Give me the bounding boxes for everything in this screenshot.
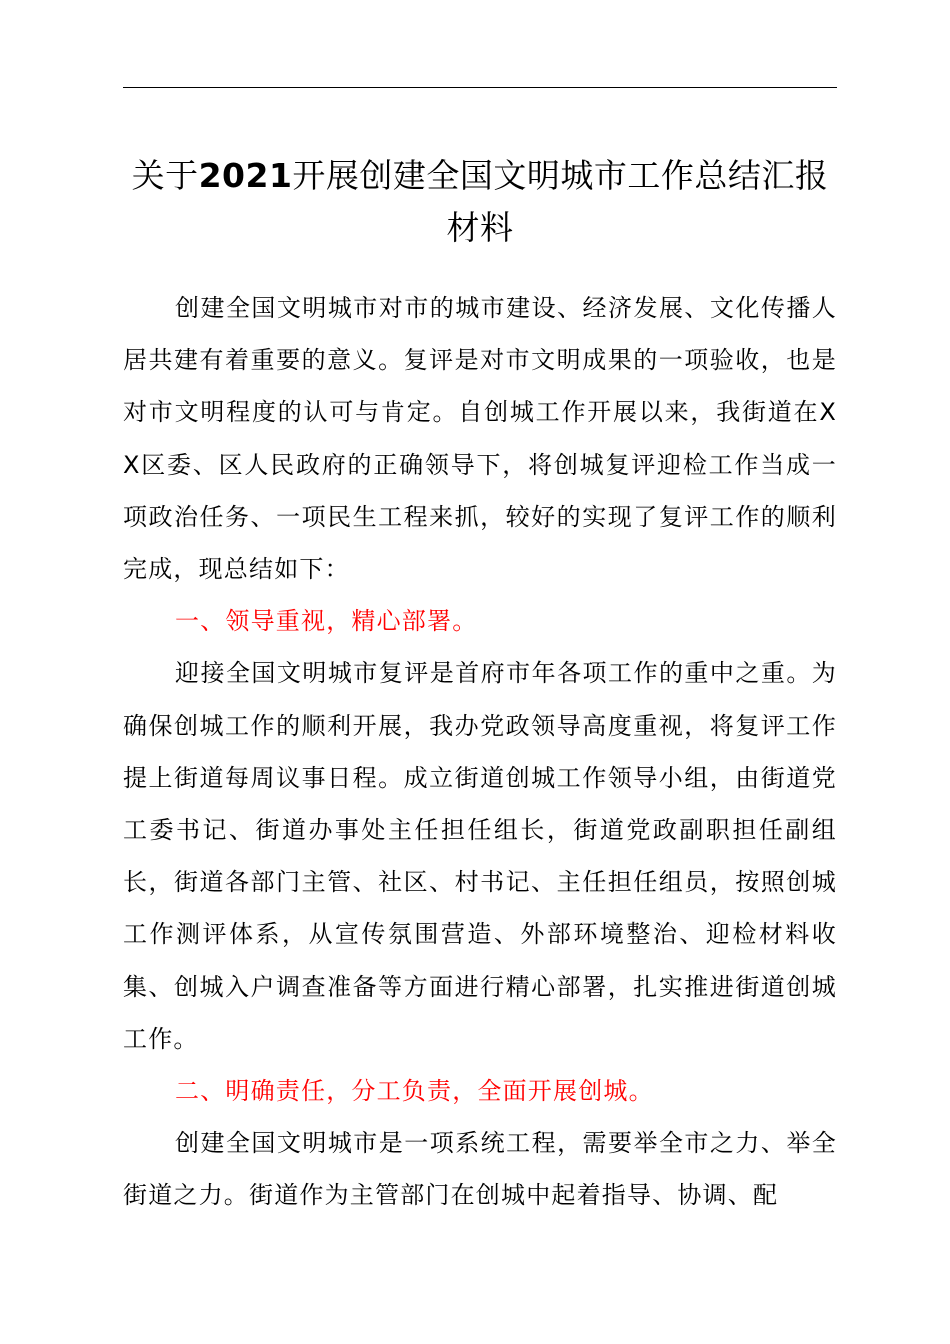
title-prefix: 关于: [131, 156, 199, 195]
title-year: 2021: [198, 156, 293, 195]
document-title: [123, 150, 837, 254]
section-heading-1: 一、领导重视，精心部署。: [175, 607, 478, 636]
section-2-paragraph: 创建全国文明城市是一项系统工程，需要举全市之力、举全街道之力。街道作为主管部门在创城中起着指导、协调、配: [123, 1129, 837, 1210]
section-heading-2: 二、明确责任，分工负责，全面开展创城。: [175, 1077, 654, 1106]
title-suffix: 开展创建全国文明城市工作总结汇报材料: [292, 156, 829, 247]
intro-paragraph: 创建全国文明城市对市的城市建设、经济发展、文化传播人居共建有着重要的意义。复评是对市文明成果的一项验收，也是对市文明程度的认可与肯定。自创城工作开展以来，我街道在XX区委、区人民政府的正确领导下，将创城复评迎检工作当成一项政治任务、一项民生工程来抓，较好的实现了复评工作的顺利完成，现总结如下：: [123, 294, 837, 584]
document-body: [123, 282, 837, 1222]
section-1-paragraph: 迎接全国文明城市复评是首府市年各项工作的重中之重。为确保创城工作的顺利开展，我办党政领导高度重视，将复评工作提上街道每周议事日程。成立街道创城工作领导小组，由街道党工委书记、街道办事处主任担任组长，街道党政副职担任副组长，街道各部门主管、社区、村书记、主任担任组员，按照创城工作测评体系，从宣传氛围营造、外部环境整治、迎检材料收集、创城入户调查准备等方面进行精心部署，扎实推进街道创城工作。: [123, 659, 837, 1053]
header-rule: [123, 87, 837, 88]
